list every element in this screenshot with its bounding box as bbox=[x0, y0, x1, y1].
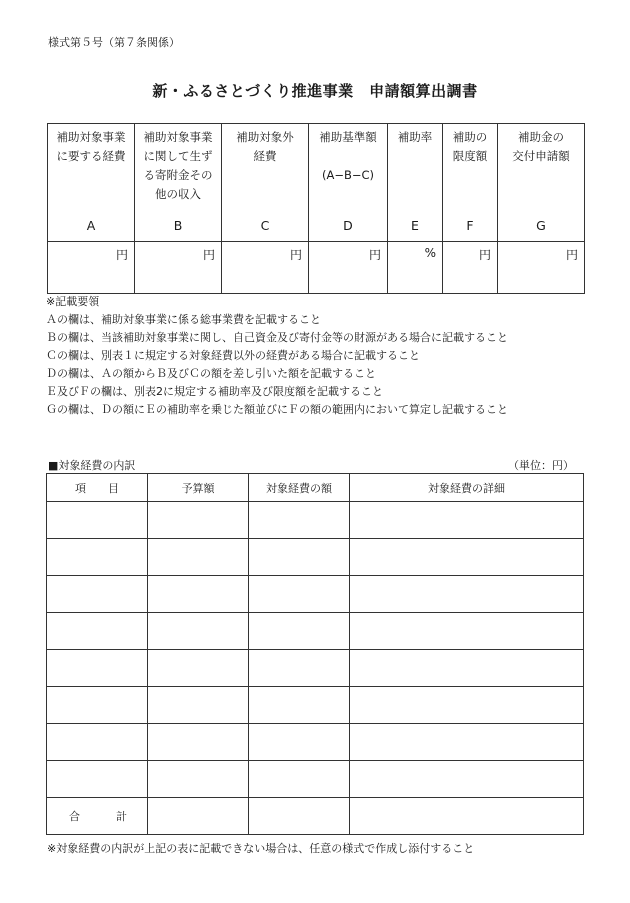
calc-header-row bbox=[48, 124, 585, 242]
cell-detail[interactable] bbox=[350, 539, 584, 576]
cell-eligible[interactable] bbox=[249, 724, 350, 761]
cell-item[interactable] bbox=[47, 650, 148, 687]
note-line: Ｃの欄は、別表１に規定する対象経費以外の経費がある場合に記載すること bbox=[46, 349, 420, 362]
calc-value-b[interactable]: 円 bbox=[135, 242, 222, 294]
note-line: Ｅ及びＦの欄は、別表2に規定する補助率及び限度額を記載すること bbox=[46, 385, 383, 398]
calc-header-a: 補助対象事業 に要する経費 A bbox=[48, 124, 135, 242]
calc-value-f[interactable]: 円 bbox=[443, 242, 498, 294]
cell-budget[interactable] bbox=[148, 502, 249, 539]
cell-item[interactable] bbox=[47, 724, 148, 761]
breakdown-unit: （単位：円） bbox=[508, 459, 574, 472]
calc-header-d: 補助基準額 (A−B−C) D bbox=[309, 124, 388, 242]
note-line: Ｂの欄は、当該補助対象事業に関し、自己資金及び寄付金等の財源がある場合に記載すること bbox=[46, 331, 508, 344]
note-line: Ａの欄は、補助対象事業に係る総事業費を記載すること bbox=[46, 313, 321, 326]
breakdown-header-item: 項 目 bbox=[47, 474, 148, 502]
footnote: ※対象経費の内訳が上記の表に記載できない場合は、任意の様式で作成し添付すること bbox=[47, 842, 475, 855]
table-row bbox=[47, 650, 584, 687]
breakdown-table bbox=[46, 473, 584, 835]
cell-detail[interactable] bbox=[350, 576, 584, 613]
calc-value-a[interactable]: 円 bbox=[48, 242, 135, 294]
calc-header-g: 補助金の 交付申請額 G bbox=[498, 124, 585, 242]
cell-eligible[interactable] bbox=[249, 539, 350, 576]
breakdown-header-eligible: 対象経費の額 bbox=[249, 474, 350, 502]
cell-eligible[interactable] bbox=[249, 687, 350, 724]
cell-eligible[interactable] bbox=[249, 502, 350, 539]
breakdown-header-budget: 予算額 bbox=[148, 474, 249, 502]
calc-value-row bbox=[48, 242, 585, 294]
cell-detail[interactable] bbox=[350, 724, 584, 761]
cell-item[interactable] bbox=[47, 687, 148, 724]
cell-detail[interactable] bbox=[350, 761, 584, 798]
cell-budget[interactable] bbox=[148, 724, 249, 761]
calc-value-e[interactable]: % bbox=[388, 242, 443, 294]
cell-detail[interactable] bbox=[350, 502, 584, 539]
calc-header-e: 補助率 E bbox=[388, 124, 443, 242]
notes-heading: ※記載要領 bbox=[46, 295, 100, 308]
total-row bbox=[47, 798, 584, 835]
total-budget[interactable] bbox=[148, 798, 249, 835]
table-row bbox=[47, 576, 584, 613]
cell-eligible[interactable] bbox=[249, 576, 350, 613]
calc-table bbox=[47, 123, 585, 294]
calc-header-b: 補助対象事業 に関して生ず る寄附金その 他の収入 B bbox=[135, 124, 222, 242]
cell-budget[interactable] bbox=[148, 650, 249, 687]
cell-item[interactable] bbox=[47, 613, 148, 650]
notes bbox=[46, 293, 508, 419]
breakdown-title: ■対象経費の内訳 bbox=[48, 459, 136, 472]
total-eligible[interactable] bbox=[249, 798, 350, 835]
breakdown-header-detail: 対象経費の詳細 bbox=[350, 474, 584, 502]
cell-item[interactable] bbox=[47, 761, 148, 798]
cell-item[interactable] bbox=[47, 576, 148, 613]
breakdown-header-row bbox=[47, 474, 584, 502]
cell-budget[interactable] bbox=[148, 613, 249, 650]
table-row bbox=[47, 539, 584, 576]
form-number: 様式第５号（第７条関係） bbox=[48, 36, 180, 49]
calc-value-g[interactable]: 円 bbox=[498, 242, 585, 294]
calc-value-c[interactable]: 円 bbox=[222, 242, 309, 294]
page-title: 新・ふるさとづくり推進事業 申請額算出調書 bbox=[152, 82, 478, 100]
table-row bbox=[47, 502, 584, 539]
table-row bbox=[47, 761, 584, 798]
calc-value-d[interactable]: 円 bbox=[309, 242, 388, 294]
cell-budget[interactable] bbox=[148, 539, 249, 576]
cell-eligible[interactable] bbox=[249, 650, 350, 687]
cell-eligible[interactable] bbox=[249, 761, 350, 798]
cell-detail[interactable] bbox=[350, 613, 584, 650]
note-line: Ｄの欄は、Ａの額からＢ及びＣの額を差し引いた額を記載すること bbox=[46, 367, 376, 380]
cell-budget[interactable] bbox=[148, 687, 249, 724]
table-row bbox=[47, 613, 584, 650]
calc-header-f: 補助の 限度額 F bbox=[443, 124, 498, 242]
calc-header-c: 補助対象外 経費 C bbox=[222, 124, 309, 242]
total-detail[interactable] bbox=[350, 798, 584, 835]
note-line: Ｇの欄は、Ｄの額にＥの補助率を乗じた額並びにＦの額の範囲内において算定し記載すること bbox=[46, 403, 508, 416]
total-label: 合 計 bbox=[47, 798, 148, 835]
cell-item[interactable] bbox=[47, 539, 148, 576]
cell-budget[interactable] bbox=[148, 576, 249, 613]
cell-eligible[interactable] bbox=[249, 613, 350, 650]
cell-detail[interactable] bbox=[350, 687, 584, 724]
cell-item[interactable] bbox=[47, 502, 148, 539]
cell-detail[interactable] bbox=[350, 650, 584, 687]
cell-budget[interactable] bbox=[148, 761, 249, 798]
table-row bbox=[47, 724, 584, 761]
table-row bbox=[47, 687, 584, 724]
